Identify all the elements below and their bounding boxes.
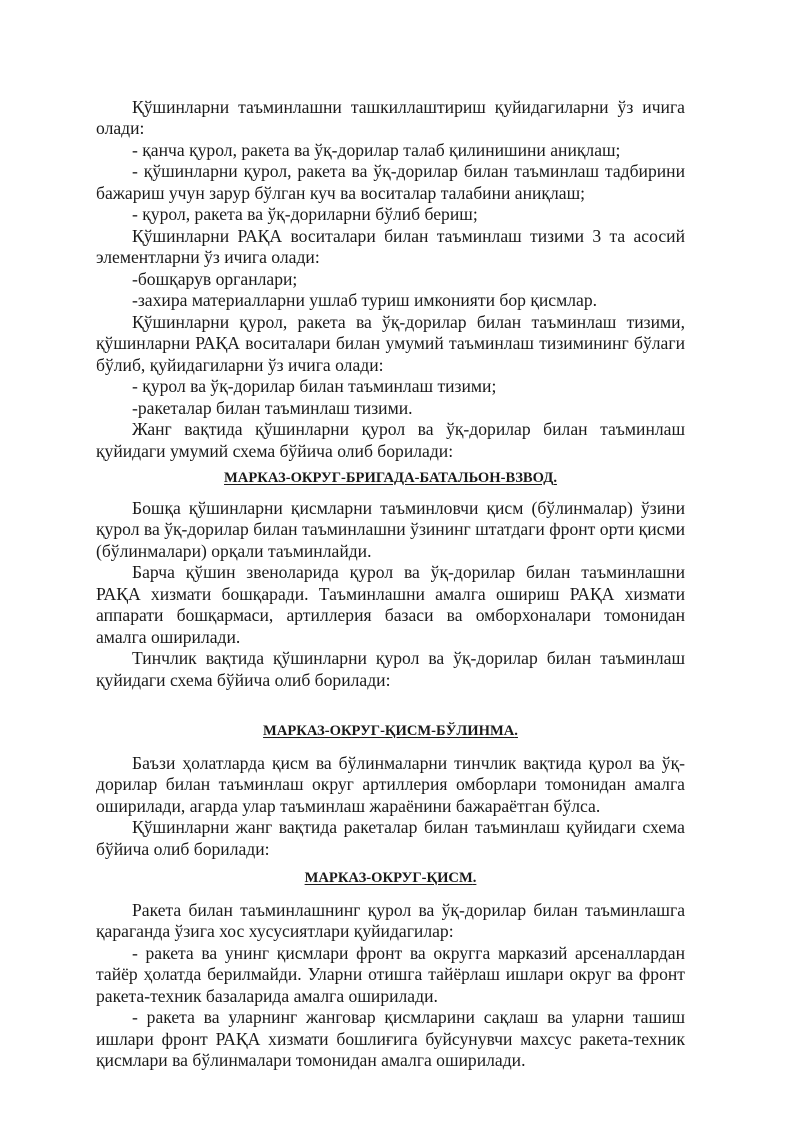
- list-item: [96, 204, 685, 226]
- list-item-text: -ракеталар билан таъминлаш тизими.: [132, 397, 413, 418]
- paragraph-text: Жанг вақтида қўшинларни қурол ва ўқ-дорилар билан таъминлаш қуйидаги умумий схема бўйича олиб борилади:: [96, 419, 685, 461]
- list-item-text: -захира материалларни ушлаб туриш имконияти бор қисмлар.: [132, 290, 598, 310]
- paragraph-text: Ракета билан таъминлашнинг қурол ва ўқ-дорилар билан таъминлашга қараганда ўзига хос хусусиятлари қуйидагилар:: [96, 899, 685, 941]
- list-item-text: - қўшинларни қурол, ракета ва ўқ-дорилар билан таъминлаш тадбирини бажариш учун зарур бўлган куч ва воситалар талабини аниқлаш;: [96, 161, 685, 203]
- heading-period: .: [553, 470, 557, 486]
- heading-period: .: [472, 870, 477, 886]
- paragraph: [96, 562, 685, 648]
- paragraph-text: Қўшинларни қурол, ракета ва ўқ-дорилар билан таъминлаш тизими, қўшинларни РАҚА воситалари билан умумий таъминлаш тизимининг бўлаги бўлиб, қуйидагиларни ўз ичига олади:: [96, 311, 685, 375]
- paragraph-text: Тинчлик вақтида қўшинларни қурол ва ўқ-дорилар билан таъминлаш қуйидаги схема бўйича олиб борилади:: [96, 648, 685, 690]
- paragraph: [96, 817, 685, 860]
- paragraph-text: Қўшинларни жанг вақтида ракеталар билан таъминлаш қуйидаги схема бўйича олиб борилади:: [96, 817, 685, 859]
- list-item-text: - қурол ва ўқ-дорилар билан таъминлаш тизими;: [132, 376, 497, 396]
- list-item: [96, 943, 685, 1008]
- paragraph: [96, 226, 685, 269]
- scheme-heading-text: МАРКАЗ-ОКРУГ-БРИГАДА-БАТАЛЬОН-ВЗВОД: [224, 470, 554, 486]
- list-item: [96, 140, 685, 162]
- paragraph-text: Барча қўшин звеноларида қурол ва ўқ-дорилар билан таъминлашни РАҚА хизмати бошқаради. Таъминлашни амалга ошириш РАҚА хизмати аппарати бошқармаси, артиллерия базаси ва омборхоналари томонидан амалга оширилади.: [96, 562, 685, 647]
- list-item: [96, 398, 685, 420]
- paragraph-text: Қўшинларни РАҚА воситалари билан таъминлаш тизими 3 та асосий элементларни ўз ичига олади:: [96, 225, 685, 267]
- list-item: [96, 290, 685, 312]
- paragraph: [96, 419, 685, 462]
- paragraph: [96, 312, 685, 377]
- list-item-text: - қанча қурол, ракета ва ўқ-дорилар талаб қилинишини аниқлаш;: [132, 139, 621, 160]
- document-body: [96, 75, 685, 1072]
- list-item: [96, 1007, 685, 1072]
- paragraph-text: Бошқа қўшинларни қисмларни таъминловчи қисм (бўлинмалар) ўзини қурол ва ўқ-дорилар билан таъминлашни ўзининг штатдаги фронт орти қисми (бўлинмалари) орқали таъминлайди.: [96, 497, 685, 561]
- paragraph-text: Баъзи ҳолатларда қисм ва бўлинмаларни тинчлик вақтида қурол ва ўқ-дорилар билан таъминлаш округ артиллерия омборлари томонидан амалга оширилади, агарда улар таъминлаш жараёнини бажараётган бўлса.: [96, 752, 685, 816]
- paragraph: [96, 753, 685, 818]
- paragraph: [96, 900, 685, 943]
- scheme-heading-text: МАРКАЗ-ОКРУГ-ҚИСМ-БЎЛИНМА: [263, 723, 515, 739]
- list-item-text: - ракета ва уларнинг жанговар қисмларини сақлаш ва уларни ташиш ишлари фронт РАҚА хизмати бошлиғига буйсунувчи махсус ракета-техник қисмлари ва бўлинмалари томонидан амалга оширилади.: [96, 1007, 685, 1070]
- list-item: [96, 376, 685, 398]
- list-item-text: - қурол, ракета ва ўқ-дориларни бўлиб бериш;: [132, 204, 478, 224]
- list-item-text: - ракета ва унинг қисмлари фронт ва округга марказий арсеналлардан тайёр ҳолатда берилмайди. Уларни отишга тайёрлаш ишлари округ ва фронт ракета-техник базаларида амалга оширилади.: [96, 942, 685, 1006]
- paragraph: [96, 648, 685, 691]
- list-item: [96, 161, 685, 204]
- heading-period: .: [514, 723, 518, 739]
- scheme-heading: [96, 721, 685, 743]
- paragraph-text: Қўшинларни таъминлашни ташкиллаштириш қуйидагиларни ўз ичига олади:: [96, 96, 685, 138]
- scheme-heading: [96, 468, 685, 490]
- paragraph: [96, 498, 685, 563]
- paragraph: [96, 75, 685, 140]
- list-item-text: -бошқарув органлари;: [132, 268, 298, 289]
- list-item: [96, 269, 685, 291]
- scheme-heading: [96, 868, 685, 890]
- scheme-heading-text: МАРКАЗ-ОКРУГ-ҚИСМ: [304, 870, 473, 886]
